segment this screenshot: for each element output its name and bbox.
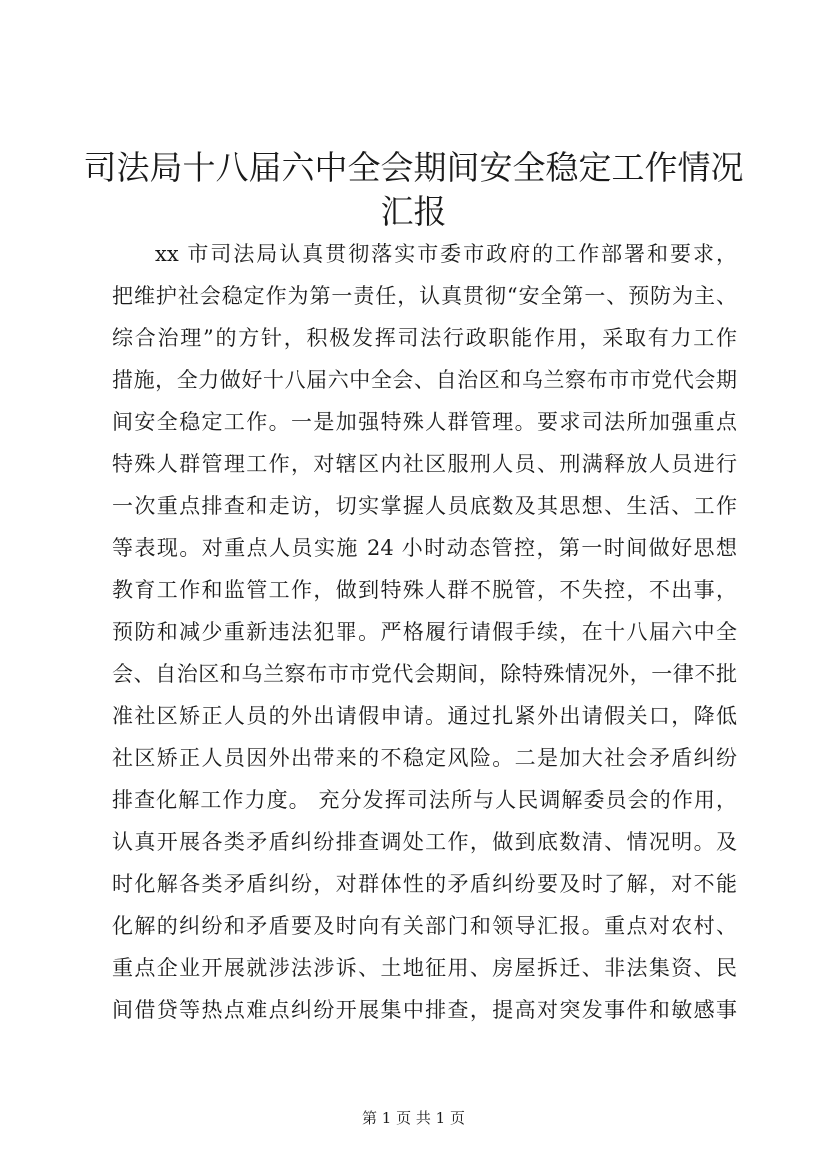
- body-line: 化解的纠纷和矛盾要及时向有关部门和领导汇报。重点对农村、: [112, 914, 737, 938]
- body-line: 准社区矫正人员的外出请假申请。通过扎紧外出请假关口，降低: [112, 704, 737, 728]
- body-line: 教育工作和监管工作，做到特殊人群不脱管，不失控，不出事，: [112, 578, 737, 602]
- body-line: xx 市司法局认真贯彻落实市委市政府的工作部署和要求，: [155, 242, 737, 266]
- body-line: 认真开展各类矛盾纠纷排查调处工作，做到底数清、情况明。及: [112, 830, 737, 854]
- body-line: 措施，全力做好十八届六中全会、自治区和乌兰察布市市党代会期: [112, 368, 737, 392]
- body-line: 一次重点排查和走访，切实掌握人员底数及其思想、生活、工作: [112, 494, 737, 518]
- document-title-line2: 汇报: [380, 192, 447, 231]
- body-line: 间借贷等热点难点纠纷开展集中排查，提高对突发事件和敏感事: [112, 998, 737, 1022]
- body-line: 排查化解工作力度。 充分发挥司法所与人民调解委员会的作用，: [112, 788, 737, 812]
- body-line: 预防和减少重新违法犯罪。严格履行请假手续，在十八届六中全: [112, 620, 737, 644]
- body-line: 社区矫正人员因外出带来的不稳定风险。二是加大社会矛盾纠纷: [112, 746, 737, 770]
- page-footer: 第 1 页 共 1 页: [362, 1109, 465, 1127]
- body-line: 重点企业开展就涉法涉诉、土地征用、房屋拆迁、非法集资、民: [112, 956, 737, 980]
- body-line: 综合治理”的方针，积极发挥司法行政职能作用，采取有力工作: [112, 326, 737, 350]
- body-line: 间安全稳定工作。一是加强特殊人群管理。要求司法所加强重点: [112, 410, 737, 434]
- body-line: 把维护社会稳定作为第一责任，认真贯彻“安全第一、预防为主、: [112, 284, 737, 308]
- body-line: 特殊人群管理工作，对辖区内社区服刑人员、刑满释放人员进行: [112, 452, 737, 476]
- document-title-line1: 司法局十八届六中全会期间安全稳定工作情况: [83, 148, 744, 187]
- body-line: 等表现。对重点人员实施 24 小时动态管控，第一时间做好思想: [112, 536, 737, 560]
- body-line: 时化解各类矛盾纠纷，对群体性的矛盾纠纷要及时了解，对不能: [112, 872, 737, 896]
- body-line: 会、自治区和乌兰察布市市党代会期间，除特殊情况外，一律不批: [112, 662, 737, 686]
